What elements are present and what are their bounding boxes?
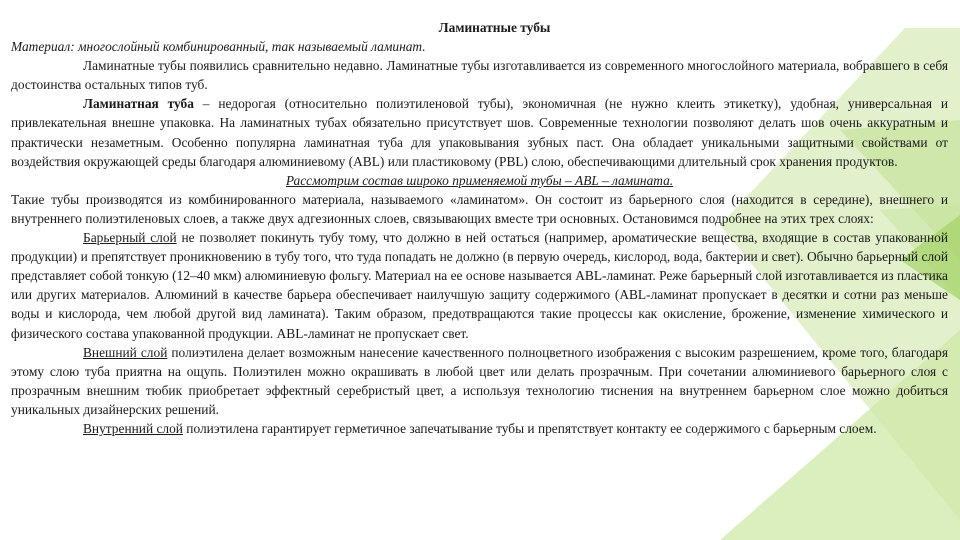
paragraph-composition: Такие тубы производятся из комбинированного материала, называемого «ламинатом». Он состоит из барьерного слоя (находится в середине), внешнего и внутреннего полиэтиленовых слоев, а также двух адгезионных слоев, связывающих вместе три основных. Остановимся подробнее на этих трех слоях:: [11, 191, 948, 226]
paragraph-barrier-layer-text: не позволяет покинуть тубу тому, что должно в ней остаться (например, ароматические вещества, входящие в состав упакованной продукции) и препятствует проникновению в тубу того, что туда попадать не должно (в первую очередь, кислород, вода, бактерии и свет). Обычно барьерный слой представляет собой тонкую (12–40 мкм) алюминиевую фольгу. Материал на ее основе называется ABL-ламинат. Реже барьерный слой изготавливается из пластика или других материалов. Алюминий в качестве барьера обеспечивает наилучшую защиту содержимого (ABL-ламинат пропускает в десятки и сотни раз меньше воды и кислорода, чем любой другой вид ламината). Таким образом, предотвращаются такие процессы как окисление, брожение, изменение химического и физического состава упакованной продукции. ABL-ламинат не пропускает свет.: [11, 230, 948, 341]
paragraph-inner-layer-text: полиэтилена гарантирует герметичное запечатывание тубы и препятствует контакту ее содержимого с барьерным слоем.: [182, 420, 877, 436]
term-outer-layer: Внешний слой: [83, 344, 168, 360]
subheading-abl: Рассмотрим состав широко применяемой тубы – ABL – ламината.: [285, 172, 674, 188]
paragraph-outer-layer-text: полиэтилена делает возможным нанесение качественного полноцветного изображения с высоким разрешением, кроме того, благодаря этому слою туба приятна на ощупь. Полиэтилен можно окрашивать в любой цвет или делать прозрачным. При сочетании алюминиевого барьерного слоя с прозрачным внешним тюбик приобретает эффектный серебристый цвет, а используя технологию тиснения на внутреннем барьерном слое можно добиться уникальных дизайнерских решений.: [11, 344, 948, 417]
term-inner-layer: Внутренний слой: [83, 420, 183, 436]
document-body: [11, 18, 948, 438]
term-barrier-layer: Барьерный слой: [83, 230, 177, 246]
term-laminate-tube: Ламинатная туба: [83, 96, 194, 112]
paragraph-barrier-layer: [11, 228, 948, 343]
paragraph-laminate-tube-text: – недорогая (относительно полиэтиленовой тубы), экономичная (не нужно клеить этикетку), удобная, универсальная и привлекательная внешне упаковка. На ламинатных тубах обязательно присутствует шов. Современные технологии позволяют делать шов очень аккуратным и практически незаметным. Особенно популярна ламинатная туба для упаковывания зубных паст. Она обладает уникальными защитными свойствами от воздействия окружающей среды благодаря алюминиевому (ABL) или пластиковому (PBL) слою, обеспечивающими длительный срок хранения продуктов.: [11, 96, 948, 169]
material-line: Материал: многослойный комбинированный, так называемый ламинат.: [11, 39, 426, 55]
paragraph-intro: Ламинатные тубы появились сравнительно недавно. Ламинатные тубы изготавливается из современного многослойного материала, вобравшего в себя достоинства остальных типов туб.: [11, 58, 948, 93]
document-title: Ламинатные тубы: [438, 20, 551, 35]
paragraph-laminate-tube: [11, 94, 948, 170]
paragraph-outer-layer: [11, 343, 948, 419]
paragraph-inner-layer: [11, 419, 948, 438]
